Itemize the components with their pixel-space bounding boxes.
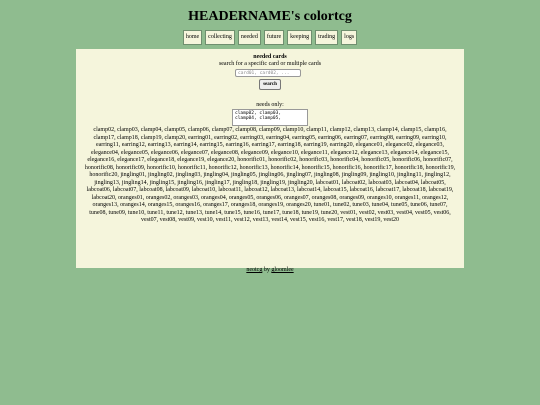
nav-home[interactable]: home: [183, 30, 202, 45]
nav-needed[interactable]: needed: [238, 30, 261, 45]
author-link[interactable]: gloomlee: [271, 267, 294, 273]
search-button[interactable]: search: [259, 79, 281, 90]
page-title: HEADERNAME's colortcg: [188, 9, 352, 24]
nav-trading[interactable]: trading: [315, 30, 338, 45]
footer-by-text: by: [262, 267, 272, 273]
neotcg-link[interactable]: neotcg: [246, 267, 263, 273]
footer: [0, 267, 540, 273]
nav-future[interactable]: future: [264, 30, 284, 45]
panel-title: needed cards: [253, 54, 287, 60]
nav-bar: [0, 30, 540, 45]
needed-cards-panel: [76, 49, 464, 268]
nav-keeping[interactable]: keeping: [287, 30, 312, 45]
needs-only-label: needs only:: [256, 102, 284, 108]
needed-cards-list: clamp02, clamp03, clamp04, clamp05, clamp06, clamp07, clamp08, clamp09, clamp10, clamp11, clamp12, clamp13, clamp14, clamp15, clamp16, clamp17, clamp18, clamp19, clamp20, earring01, earring02, earring03, earring04, earring05, earring06, earring07, earring08, earring09, earring10, earring11, earring12, earring13, earring14, earring15, earring16, earring17, earring18, earring19, earring20, elegance01, elegance02, elegance03, elegance04, elegance05, elegance06, elegance07, elegance08, elegance09, elegance10, elegance11, elegance12, elegance13, elegance14, elegance15, elegance16, elegance17, elegance18, elegance19, elegance20, honorific01, honorific02, honorific03, honorific04, honorific05, honorific06, honorific07, honorific08, honorific09, honorific10, honorific11, honorific12, honorific13, honorific14, honorific15, honorific16, honorific17, honorific18, honorific19, honorific20, jingling01, jingling02, jingling03, jingling04, jingling05, jingling06, jingling07, jingling08, jingling09, jingling10, jingling11, jingling12, jingling13, jingling14, jingling15, jingling16, jingling17, jingling18, jingling19, jingling20, labcoat01, labcoat02, labcoat03, labcoat04, labcoat05, labcoat06, labcoat07, labcoat08, labcoat09, labcoat10, labcoat11, labcoat12, labcoat13, labcoat14, labcoat15, labcoat16, labcoat17, labcoat18, labcoat19, labcoat20, oranges01, oranges02, oranges03, oranges04, oranges05, oranges06, oranges07, oranges08, oranges09, oranges10, oranges11, oranges12, oranges13, oranges14, oranges15, oranges16, oranges17, oranges18, oranges19, oranges20, tune01, tune02, tune03, tune04, tune05, tune06, tune07, tune08, tune09, tune10, tune11, tune12, tune13, tune14, tune15, tune16, tune17, tune18, tune19, tune20, vest01, vest02, vest03, vest04, vest05, vest06, vest07, vest08, vest09, vest10, vest11, vest12, vest13, vest14, vest15, vest16, vest17, vest18, vest19, vest20: [84, 127, 456, 223]
needs-textarea[interactable]: clamp02, clamp03, clamp04, clamp05,: [232, 109, 308, 126]
nav-collecting[interactable]: collecting: [205, 30, 235, 45]
search-input[interactable]: card01, card02, ...: [235, 69, 301, 77]
search-prompt: search for a specific card or multiple cards: [218, 61, 322, 67]
nav-logs[interactable]: logs: [341, 30, 357, 45]
